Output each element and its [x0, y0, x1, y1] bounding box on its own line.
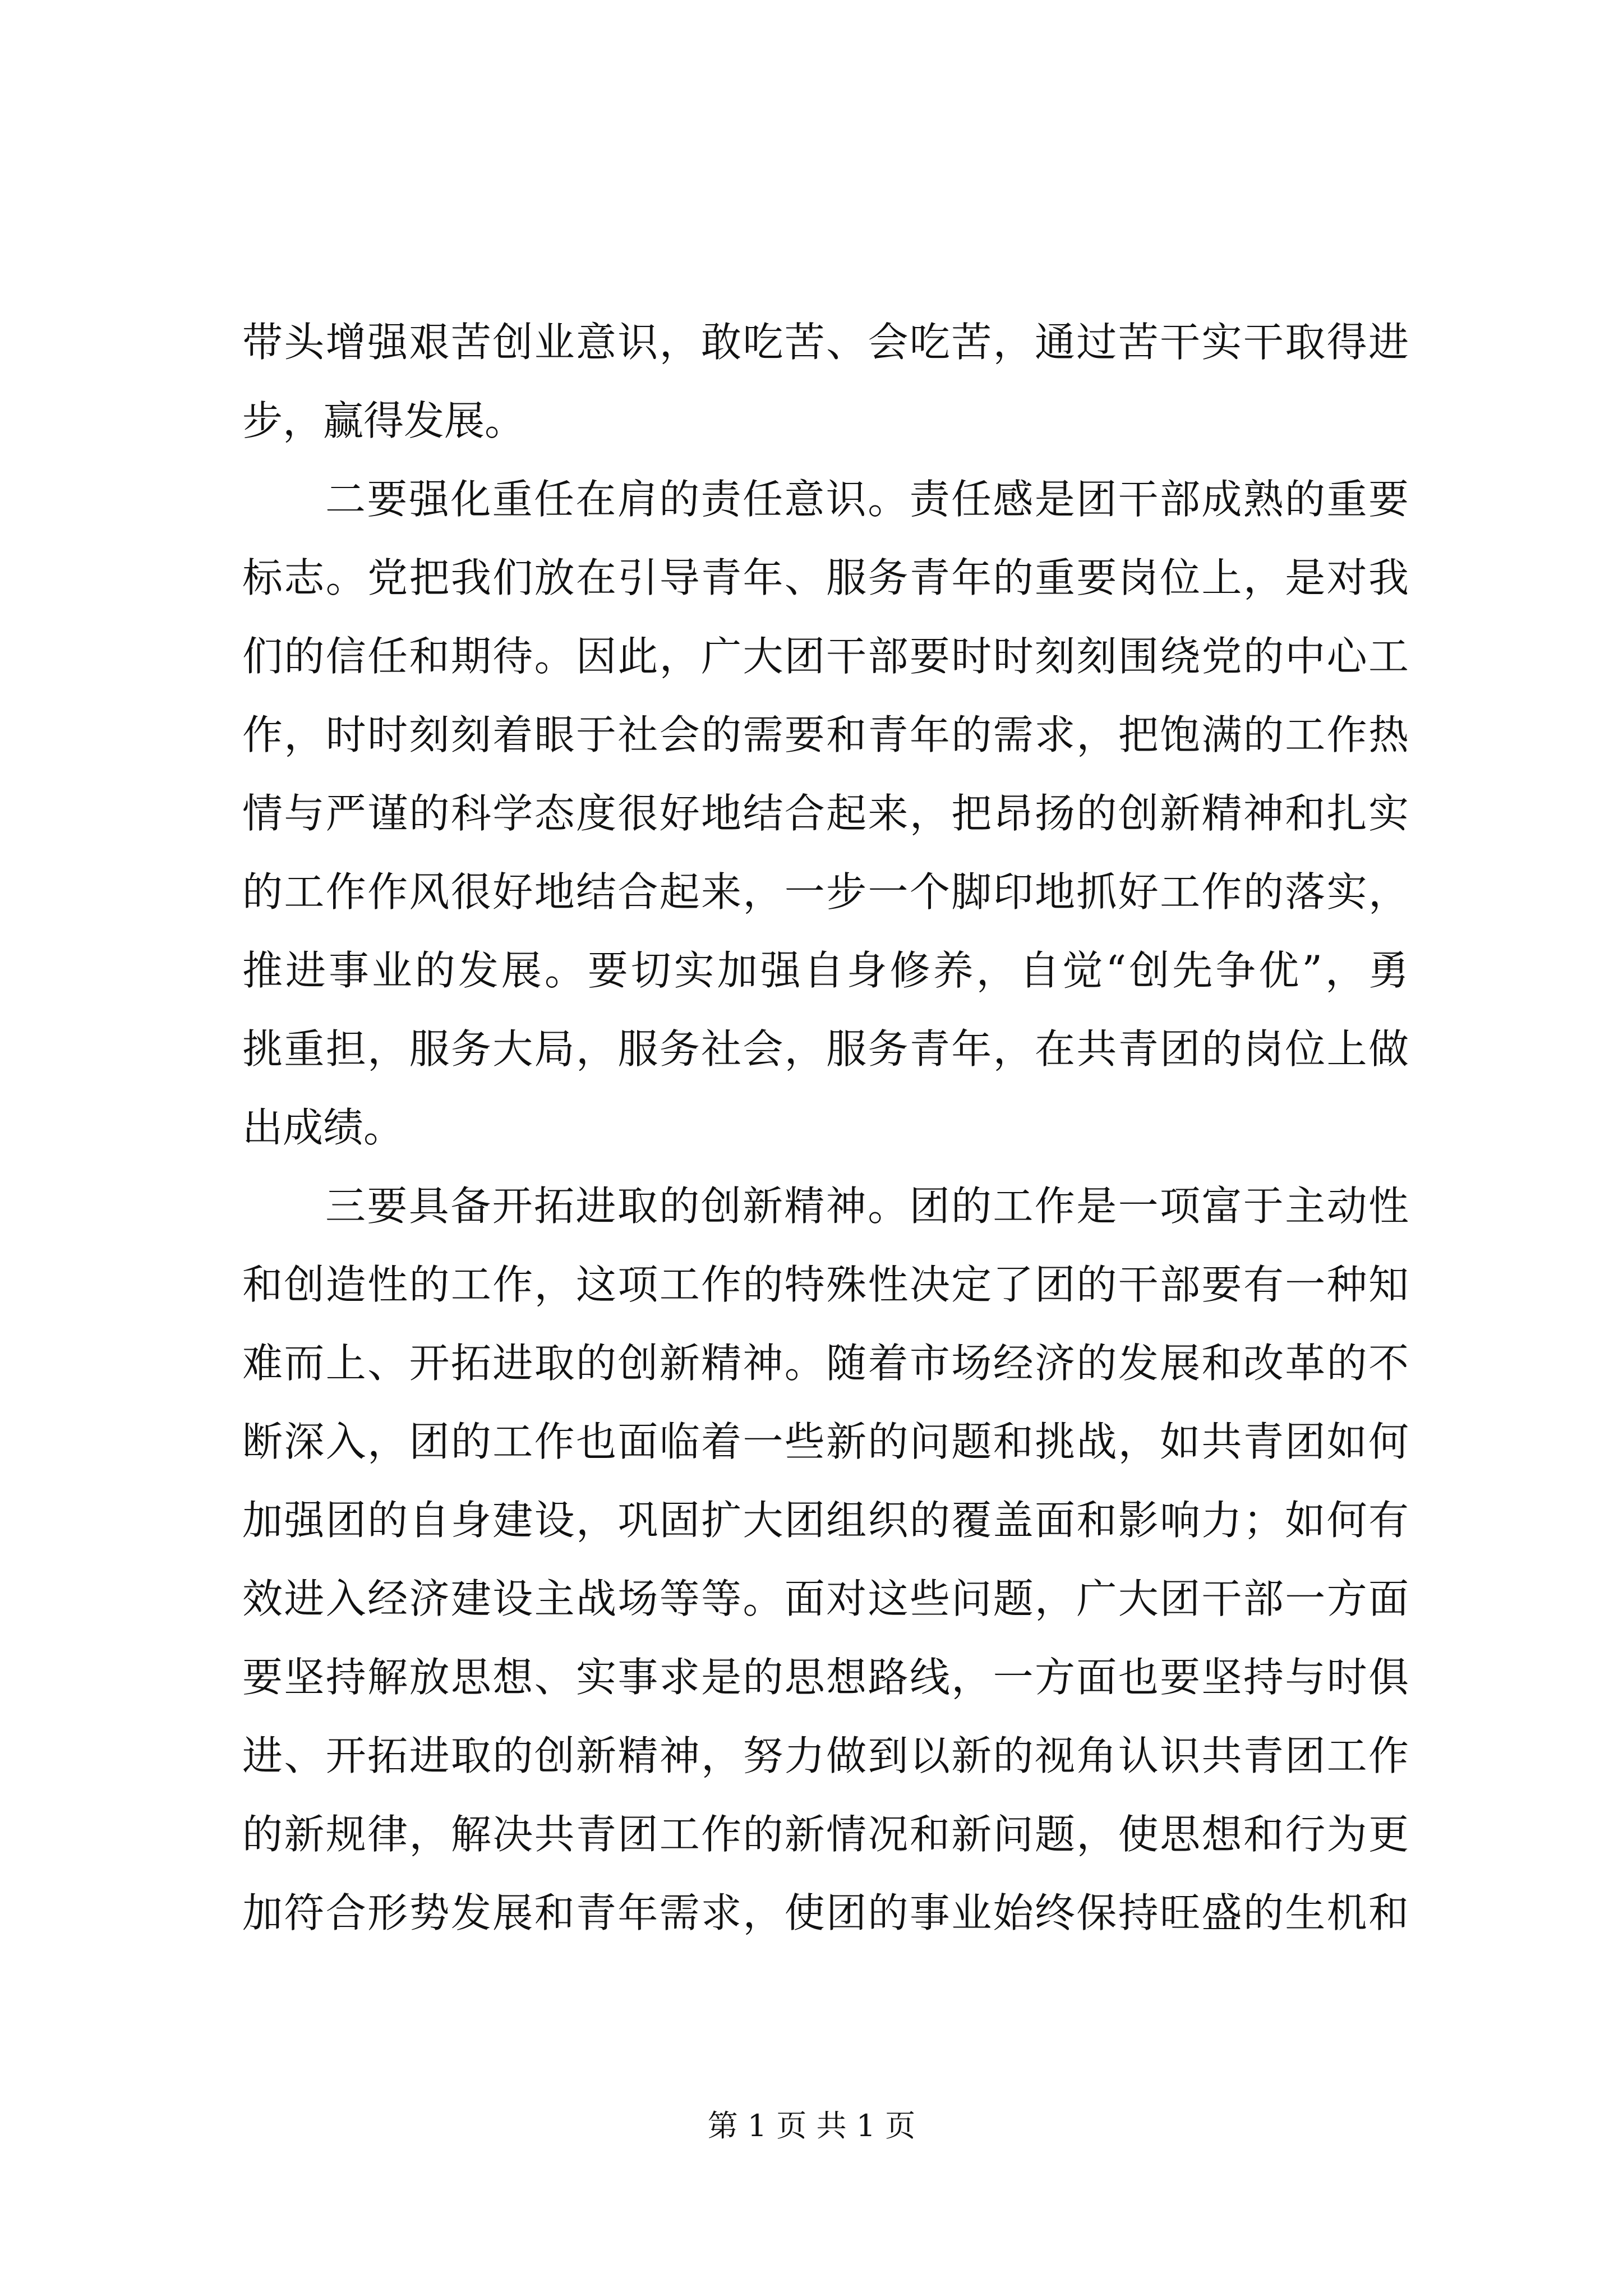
text-line: 作，时时刻刻着眼于社会的需要和青年的需求，把饱满的工作热 — [242, 711, 1409, 758]
text-line: 的新规律，解决共青团工作的新情况和新问题，使思想和行为更 — [242, 1811, 1409, 1858]
text-line: 二要强化重任在肩的责任意识。责任感是团干部成熟的重要 — [325, 476, 1409, 523]
text-line: 难而上、开拓进取的创新精神。随着市场经济的发展和改革的不 — [242, 1340, 1409, 1387]
text-line: 挑重担，服务大局，服务社会，服务青年，在共青团的岗位上做 — [242, 1025, 1409, 1073]
text-line: 要坚持解放思想、实事求是的思想路线，一方面也要坚持与时俱 — [242, 1654, 1409, 1701]
document-body — [242, 303, 1409, 1952]
text-line: 效进入经济建设主战场等等。面对这些问题，广大团干部一方面 — [242, 1575, 1409, 1622]
text-line: 和创造性的工作，这项工作的特殊性决定了团的干部要有一种知 — [242, 1261, 1409, 1308]
text-line: 加强团的自身建设，巩固扩大团组织的覆盖面和影响力；如何有 — [242, 1497, 1409, 1544]
text-line: 断深入，团的工作也面临着一些新的问题和挑战，如共青团如何 — [242, 1418, 1409, 1465]
text-line: 标志。党把我们放在引导青年、服务青年的重要岗位上，是对我 — [242, 554, 1409, 601]
text-line: 出成绩。 — [242, 1104, 404, 1151]
text-line: 推进事业的发展。要切实加强自身修养，自觉“创先争优”，勇 — [242, 947, 1409, 994]
text-line: 们的信任和期待。因此，广大团干部要时时刻刻围绕党的中心工 — [242, 633, 1409, 680]
text-line: 情与严谨的科学态度很好地结合起来，把昂扬的创新精神和扎实 — [242, 790, 1409, 837]
text-line: 的工作作风很好地结合起来，一步一个脚印地抓好工作的落实， — [242, 868, 1409, 915]
text-line: 三要具备开拓进取的创新精神。团的工作是一项富于主动性 — [325, 1182, 1409, 1230]
text-line: 进、开拓进取的创新精神，努力做到以新的视角认识共青团工作 — [242, 1732, 1409, 1779]
page-footer: 第 1 页 共 1 页 — [707, 2108, 916, 2143]
text-line: 步，赢得发展。 — [242, 397, 525, 444]
text-line: 带头增强艰苦创业意识，敢吃苦、会吃苦，通过苦干实干取得进 — [242, 319, 1409, 366]
text-line: 加符合形势发展和青年需求，使团的事业始终保持旺盛的生机和 — [242, 1889, 1409, 1936]
